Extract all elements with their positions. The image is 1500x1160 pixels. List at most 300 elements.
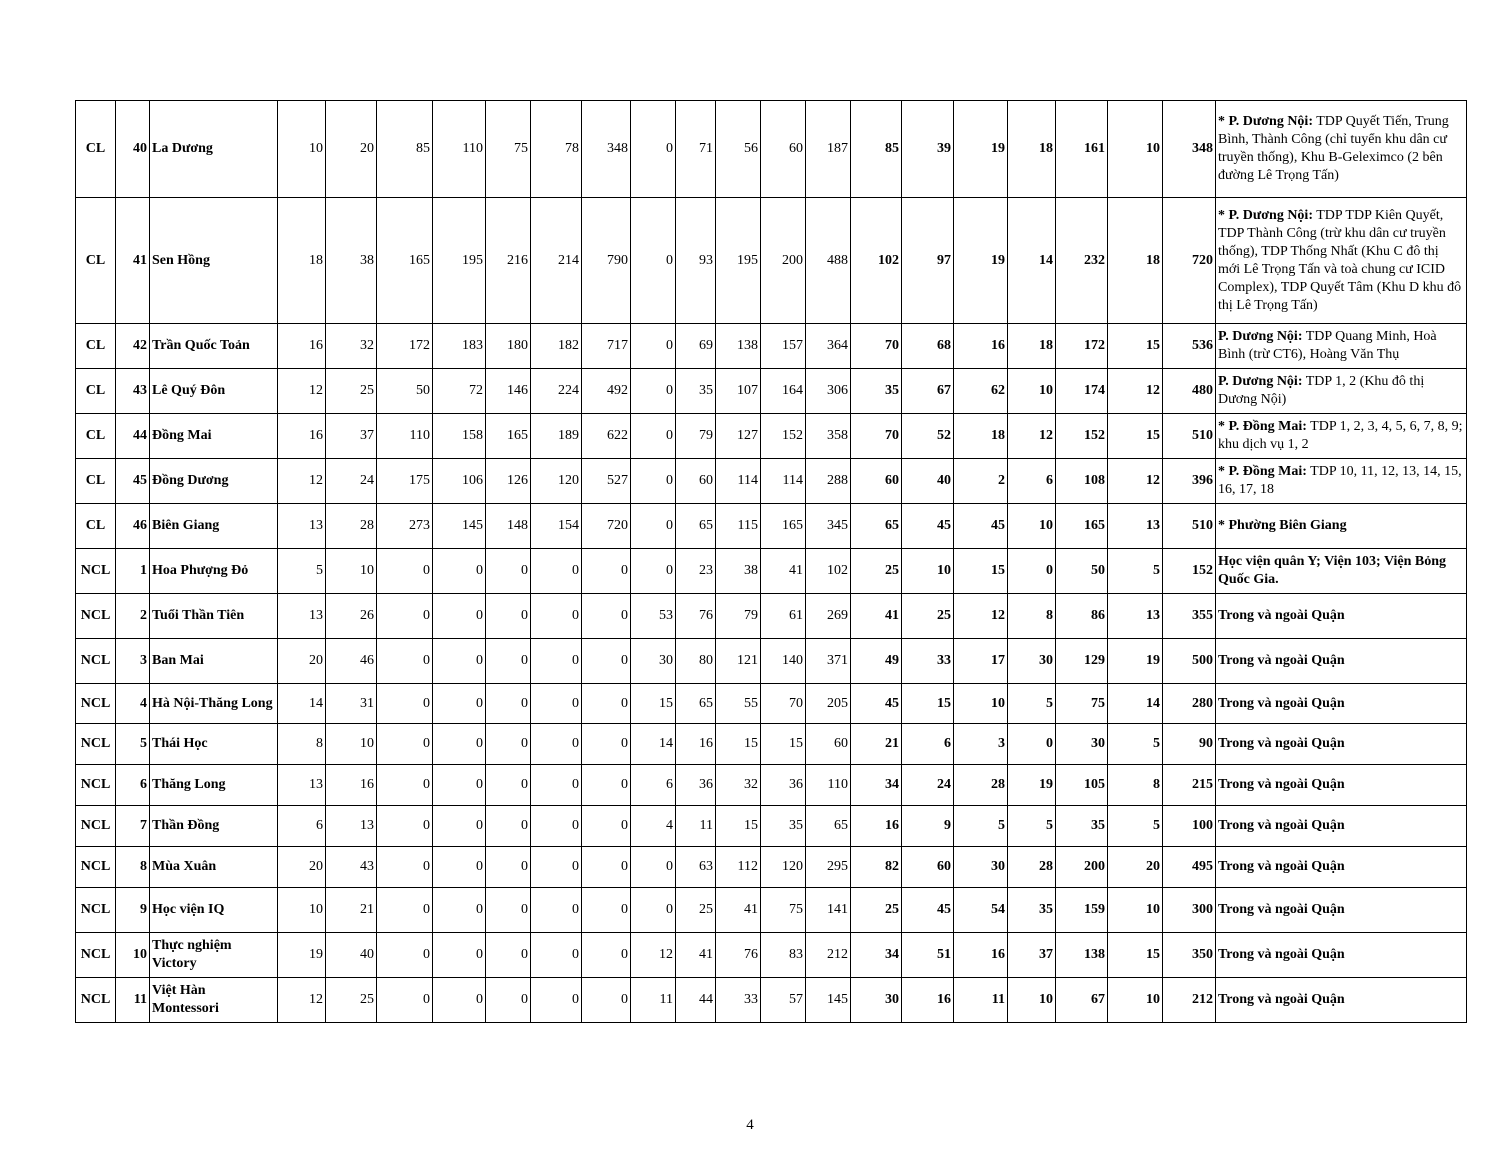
enrollment-area-cell: [1216, 459, 1467, 504]
value-cell: 495: [1163, 847, 1216, 888]
value-cell: 0: [377, 724, 433, 765]
value-cell: 212: [1163, 978, 1216, 1023]
value-cell: 120: [761, 847, 806, 888]
area-heading: P. Dương Nội:: [1218, 374, 1303, 389]
value-cell: 0: [486, 978, 531, 1023]
enrollment-area-cell: [1216, 639, 1467, 684]
value-cell: 17: [954, 639, 1008, 684]
value-cell: 45: [954, 504, 1008, 549]
school-type-cell: NCL: [76, 639, 116, 684]
value-cell: 12: [1008, 414, 1056, 459]
value-cell: 72: [433, 369, 486, 414]
value-cell: 114: [716, 459, 761, 504]
value-cell: 32: [716, 765, 761, 806]
value-cell: 0: [582, 549, 631, 594]
value-cell: 215: [1163, 765, 1216, 806]
value-cell: 46: [326, 639, 377, 684]
value-cell: 6: [1008, 459, 1056, 504]
value-cell: 20: [1108, 847, 1163, 888]
value-cell: 38: [326, 198, 377, 324]
value-cell: 35: [676, 369, 716, 414]
value-cell: 106: [433, 459, 486, 504]
value-cell: 0: [531, 639, 582, 684]
value-cell: 0: [531, 888, 582, 933]
value-cell: 60: [902, 847, 954, 888]
value-cell: 0: [377, 806, 433, 847]
value-cell: 174: [1056, 369, 1108, 414]
value-cell: 0: [377, 847, 433, 888]
value-cell: 25: [902, 594, 954, 639]
value-cell: 527: [582, 459, 631, 504]
area-heading: Trong và ngoài Quận: [1218, 653, 1345, 668]
value-cell: 41: [761, 549, 806, 594]
value-cell: 0: [486, 639, 531, 684]
value-cell: 0: [486, 806, 531, 847]
value-cell: 114: [761, 459, 806, 504]
value-cell: 25: [326, 978, 377, 1023]
value-cell: 30: [1008, 639, 1056, 684]
school-name-cell: Đồng Mai: [150, 414, 278, 459]
school-type-cell: CL: [76, 101, 116, 198]
value-cell: 18: [1008, 324, 1056, 369]
value-cell: 40: [902, 459, 954, 504]
value-cell: 65: [851, 504, 902, 549]
value-cell: 13: [1108, 504, 1163, 549]
page-number: 4: [746, 1117, 754, 1133]
value-cell: 180: [486, 324, 531, 369]
value-cell: 0: [433, 594, 486, 639]
value-cell: 43: [326, 847, 377, 888]
value-cell: 0: [631, 414, 676, 459]
value-cell: 189: [531, 414, 582, 459]
value-cell: 0: [377, 639, 433, 684]
value-cell: 16: [278, 324, 326, 369]
row-number-cell: 43: [116, 369, 150, 414]
row-number-cell: 1: [116, 549, 150, 594]
value-cell: 269: [806, 594, 851, 639]
value-cell: 0: [531, 933, 582, 978]
area-heading: * P. Đồng Mai:: [1218, 464, 1307, 479]
table-row: [76, 888, 1467, 933]
value-cell: 85: [377, 101, 433, 198]
value-cell: 13: [1108, 594, 1163, 639]
school-name-cell: Trần Quốc Toản: [150, 324, 278, 369]
value-cell: 12: [278, 369, 326, 414]
value-cell: 0: [486, 765, 531, 806]
value-cell: 15: [716, 806, 761, 847]
value-cell: 15: [954, 549, 1008, 594]
value-cell: 172: [1056, 324, 1108, 369]
value-cell: 25: [851, 549, 902, 594]
value-cell: 79: [716, 594, 761, 639]
school-type-cell: NCL: [76, 888, 116, 933]
row-number-cell: 46: [116, 504, 150, 549]
area-heading: Trong và ngoài Quận: [1218, 777, 1345, 792]
value-cell: 83: [761, 933, 806, 978]
enrollment-area-cell: [1216, 933, 1467, 978]
value-cell: 0: [582, 639, 631, 684]
value-cell: 0: [531, 549, 582, 594]
value-cell: 152: [761, 414, 806, 459]
value-cell: 500: [1163, 639, 1216, 684]
value-cell: 5: [1108, 549, 1163, 594]
value-cell: 24: [902, 765, 954, 806]
value-cell: 358: [806, 414, 851, 459]
value-cell: 0: [631, 847, 676, 888]
row-number-cell: 41: [116, 198, 150, 324]
enrollment-area-cell: [1216, 724, 1467, 765]
row-number-cell: 3: [116, 639, 150, 684]
value-cell: 348: [1163, 101, 1216, 198]
value-cell: 182: [531, 324, 582, 369]
school-type-cell: NCL: [76, 724, 116, 765]
value-cell: 10: [1108, 101, 1163, 198]
value-cell: 14: [1108, 684, 1163, 724]
area-heading: * P. Dương Nội:: [1218, 207, 1313, 223]
school-name-cell: La Dương: [150, 101, 278, 198]
value-cell: 25: [851, 888, 902, 933]
value-cell: 5: [1008, 806, 1056, 847]
value-cell: 105: [1056, 765, 1108, 806]
table-row: [76, 414, 1467, 459]
value-cell: 5: [1008, 684, 1056, 724]
value-cell: 0: [531, 724, 582, 765]
value-cell: 30: [954, 847, 1008, 888]
enrollment-area-cell: [1216, 978, 1467, 1023]
value-cell: 10: [326, 549, 377, 594]
value-cell: 127: [716, 414, 761, 459]
value-cell: 5: [278, 549, 326, 594]
table-row: [76, 459, 1467, 504]
value-cell: 273: [377, 504, 433, 549]
value-cell: 0: [582, 684, 631, 724]
table-row: [76, 806, 1467, 847]
value-cell: 15: [1108, 324, 1163, 369]
value-cell: 148: [486, 504, 531, 549]
value-cell: 0: [486, 549, 531, 594]
value-cell: 18: [954, 414, 1008, 459]
value-cell: 67: [902, 369, 954, 414]
school-type-cell: NCL: [76, 933, 116, 978]
value-cell: 61: [761, 594, 806, 639]
value-cell: 90: [1163, 724, 1216, 765]
value-cell: 0: [433, 888, 486, 933]
value-cell: 6: [631, 765, 676, 806]
school-name-cell: Học viện IQ: [150, 888, 278, 933]
table-row: [76, 847, 1467, 888]
table-row: [76, 101, 1467, 198]
value-cell: 0: [486, 724, 531, 765]
table-row: [76, 765, 1467, 806]
value-cell: 31: [326, 684, 377, 724]
value-cell: 60: [806, 724, 851, 765]
value-cell: 15: [631, 684, 676, 724]
value-cell: 195: [716, 198, 761, 324]
value-cell: 26: [326, 594, 377, 639]
value-cell: 0: [582, 594, 631, 639]
value-cell: 112: [716, 847, 761, 888]
value-cell: 20: [326, 101, 377, 198]
value-cell: 154: [531, 504, 582, 549]
row-number-cell: 40: [116, 101, 150, 198]
row-number-cell: 4: [116, 684, 150, 724]
value-cell: 37: [326, 414, 377, 459]
enrollment-area-cell: [1216, 101, 1467, 198]
value-cell: 45: [902, 504, 954, 549]
value-cell: 510: [1163, 414, 1216, 459]
value-cell: 0: [531, 684, 582, 724]
value-cell: 75: [761, 888, 806, 933]
value-cell: 195: [433, 198, 486, 324]
enrollment-area-cell: [1216, 549, 1467, 594]
value-cell: 15: [1108, 414, 1163, 459]
value-cell: 345: [806, 504, 851, 549]
value-cell: 110: [377, 414, 433, 459]
value-cell: 6: [278, 806, 326, 847]
value-cell: 720: [1163, 198, 1216, 324]
value-cell: 0: [531, 806, 582, 847]
value-cell: 141: [806, 888, 851, 933]
enrollment-area-cell: [1216, 765, 1467, 806]
value-cell: 25: [326, 369, 377, 414]
value-cell: 0: [631, 369, 676, 414]
value-cell: 145: [433, 504, 486, 549]
value-cell: 0: [582, 806, 631, 847]
value-cell: 30: [631, 639, 676, 684]
enrollment-area-cell: [1216, 847, 1467, 888]
value-cell: 21: [326, 888, 377, 933]
value-cell: 34: [851, 933, 902, 978]
value-cell: 10: [278, 888, 326, 933]
value-cell: 165: [1056, 504, 1108, 549]
value-cell: 717: [582, 324, 631, 369]
value-cell: 24: [326, 459, 377, 504]
value-cell: 76: [676, 594, 716, 639]
enrollment-area-cell: [1216, 414, 1467, 459]
value-cell: 15: [1108, 933, 1163, 978]
value-cell: 0: [582, 933, 631, 978]
value-cell: 126: [486, 459, 531, 504]
value-cell: 0: [582, 765, 631, 806]
school-type-cell: CL: [76, 324, 116, 369]
value-cell: 146: [486, 369, 531, 414]
value-cell: 145: [806, 978, 851, 1023]
area-heading: Trong và ngoài Quận: [1218, 818, 1345, 833]
value-cell: 13: [278, 765, 326, 806]
value-cell: 0: [433, 724, 486, 765]
value-cell: 10: [1008, 978, 1056, 1023]
value-cell: 16: [851, 806, 902, 847]
value-cell: 35: [761, 806, 806, 847]
value-cell: 50: [1056, 549, 1108, 594]
value-cell: 165: [761, 504, 806, 549]
value-cell: 0: [377, 888, 433, 933]
enrollment-area-cell: [1216, 324, 1467, 369]
table-row: [76, 724, 1467, 765]
value-cell: 0: [531, 765, 582, 806]
row-number-cell: 9: [116, 888, 150, 933]
value-cell: 12: [631, 933, 676, 978]
school-name-cell: Thần Đồng: [150, 806, 278, 847]
area-description: TDP Quyết Tiến, Trung Bình, Thành Công (chỉ tuyển khu dân cư truyền thống), Khu B-Geleximco (2 bên đường Lê Trọng Tấn): [1218, 114, 1449, 183]
school-name-cell: Ban Mai: [150, 639, 278, 684]
row-number-cell: 6: [116, 765, 150, 806]
value-cell: 62: [954, 369, 1008, 414]
value-cell: 161: [1056, 101, 1108, 198]
school-name-cell: Sen Hồng: [150, 198, 278, 324]
area-heading: Trong và ngoài Quận: [1218, 947, 1345, 962]
school-name-cell: Hoa Phượng Đỏ: [150, 549, 278, 594]
value-cell: 0: [486, 594, 531, 639]
school-type-cell: NCL: [76, 684, 116, 724]
value-cell: 69: [676, 324, 716, 369]
value-cell: 5: [954, 806, 1008, 847]
value-cell: 480: [1163, 369, 1216, 414]
value-cell: 159: [1056, 888, 1108, 933]
row-number-cell: 11: [116, 978, 150, 1023]
value-cell: 67: [1056, 978, 1108, 1023]
value-cell: 93: [676, 198, 716, 324]
table-row: [76, 933, 1467, 978]
value-cell: 28: [1008, 847, 1056, 888]
value-cell: 10: [1108, 978, 1163, 1023]
value-cell: 129: [1056, 639, 1108, 684]
value-cell: 0: [433, 806, 486, 847]
school-type-cell: CL: [76, 459, 116, 504]
value-cell: 63: [676, 847, 716, 888]
value-cell: 348: [582, 101, 631, 198]
area-heading: Trong và ngoài Quận: [1218, 695, 1345, 711]
school-name-cell: Thực nghiệm Victory: [150, 933, 278, 978]
value-cell: 16: [902, 978, 954, 1023]
value-cell: 8: [1108, 765, 1163, 806]
enrollment-area-cell: [1216, 806, 1467, 847]
value-cell: 3: [954, 724, 1008, 765]
value-cell: 41: [716, 888, 761, 933]
value-cell: 86: [1056, 594, 1108, 639]
school-name-cell: Thăng Long: [150, 765, 278, 806]
row-number-cell: 10: [116, 933, 150, 978]
value-cell: 44: [676, 978, 716, 1023]
value-cell: 15: [902, 684, 954, 724]
value-cell: 12: [1108, 459, 1163, 504]
value-cell: 13: [278, 594, 326, 639]
table-row: [76, 594, 1467, 639]
school-type-cell: NCL: [76, 549, 116, 594]
value-cell: 10: [954, 684, 1008, 724]
value-cell: 32: [326, 324, 377, 369]
value-cell: 10: [902, 549, 954, 594]
value-cell: 19: [954, 198, 1008, 324]
enrollment-area-cell: [1216, 504, 1467, 549]
value-cell: 30: [851, 978, 902, 1023]
value-cell: 0: [486, 684, 531, 724]
value-cell: 35: [851, 369, 902, 414]
school-type-cell: NCL: [76, 594, 116, 639]
value-cell: 0: [631, 549, 676, 594]
row-number-cell: 44: [116, 414, 150, 459]
value-cell: 11: [631, 978, 676, 1023]
value-cell: 40: [326, 933, 377, 978]
value-cell: 70: [851, 414, 902, 459]
value-cell: 0: [582, 888, 631, 933]
value-cell: 0: [433, 765, 486, 806]
value-cell: 28: [954, 765, 1008, 806]
value-cell: 33: [902, 639, 954, 684]
table-row: [76, 978, 1467, 1023]
school-type-cell: NCL: [76, 765, 116, 806]
value-cell: 65: [806, 806, 851, 847]
table-row: [76, 198, 1467, 324]
value-cell: 107: [716, 369, 761, 414]
school-name-cell: Đồng Dương: [150, 459, 278, 504]
value-cell: 164: [761, 369, 806, 414]
school-type-cell: CL: [76, 414, 116, 459]
value-cell: 68: [902, 324, 954, 369]
value-cell: 102: [851, 198, 902, 324]
value-cell: 492: [582, 369, 631, 414]
row-number-cell: 2: [116, 594, 150, 639]
area-heading: Trong và ngoài Quận: [1218, 992, 1345, 1007]
value-cell: 355: [1163, 594, 1216, 639]
value-cell: 19: [954, 101, 1008, 198]
row-number-cell: 8: [116, 847, 150, 888]
value-cell: 110: [806, 765, 851, 806]
enrollment-area-cell: [1216, 594, 1467, 639]
value-cell: 0: [486, 847, 531, 888]
value-cell: 16: [326, 765, 377, 806]
enrollment-area-cell: [1216, 198, 1467, 324]
value-cell: 280: [1163, 684, 1216, 724]
value-cell: 37: [1008, 933, 1056, 978]
value-cell: 790: [582, 198, 631, 324]
value-cell: 16: [278, 414, 326, 459]
area-description: TDP 10, 11, 12, 13, 14, 15, 16, 17, 18: [1218, 464, 1462, 497]
area-description: TDP 1, 2 (Khu đô thị Dương Nội): [1218, 374, 1425, 407]
table-row: [76, 684, 1467, 724]
value-cell: 5: [1108, 806, 1163, 847]
value-cell: 70: [761, 684, 806, 724]
value-cell: 200: [1056, 847, 1108, 888]
value-cell: 9: [902, 806, 954, 847]
value-cell: 19: [1108, 639, 1163, 684]
value-cell: 0: [433, 933, 486, 978]
row-number-cell: 5: [116, 724, 150, 765]
school-type-cell: NCL: [76, 978, 116, 1023]
school-enrollment-table: [75, 100, 1467, 1023]
value-cell: 364: [806, 324, 851, 369]
area-description: TDP 1, 2, 3, 4, 5, 6, 7, 8, 9; khu dịch vụ 1, 2: [1218, 419, 1463, 452]
value-cell: 216: [486, 198, 531, 324]
enrollment-area-cell: [1216, 684, 1467, 724]
value-cell: 140: [761, 639, 806, 684]
value-cell: 0: [377, 549, 433, 594]
value-cell: 35: [1008, 888, 1056, 933]
school-type-cell: CL: [76, 369, 116, 414]
school-type-cell: CL: [76, 504, 116, 549]
table-row: [76, 639, 1467, 684]
value-cell: 108: [1056, 459, 1108, 504]
value-cell: 165: [377, 198, 433, 324]
value-cell: 0: [433, 549, 486, 594]
value-cell: 2: [954, 459, 1008, 504]
value-cell: 205: [806, 684, 851, 724]
area-description: TDP Quang Minh, Hoà Bình (trừ CT6), Hoàng Văn Thụ: [1218, 329, 1437, 362]
value-cell: 18: [278, 198, 326, 324]
value-cell: 39: [902, 101, 954, 198]
value-cell: 60: [851, 459, 902, 504]
value-cell: 0: [582, 978, 631, 1023]
